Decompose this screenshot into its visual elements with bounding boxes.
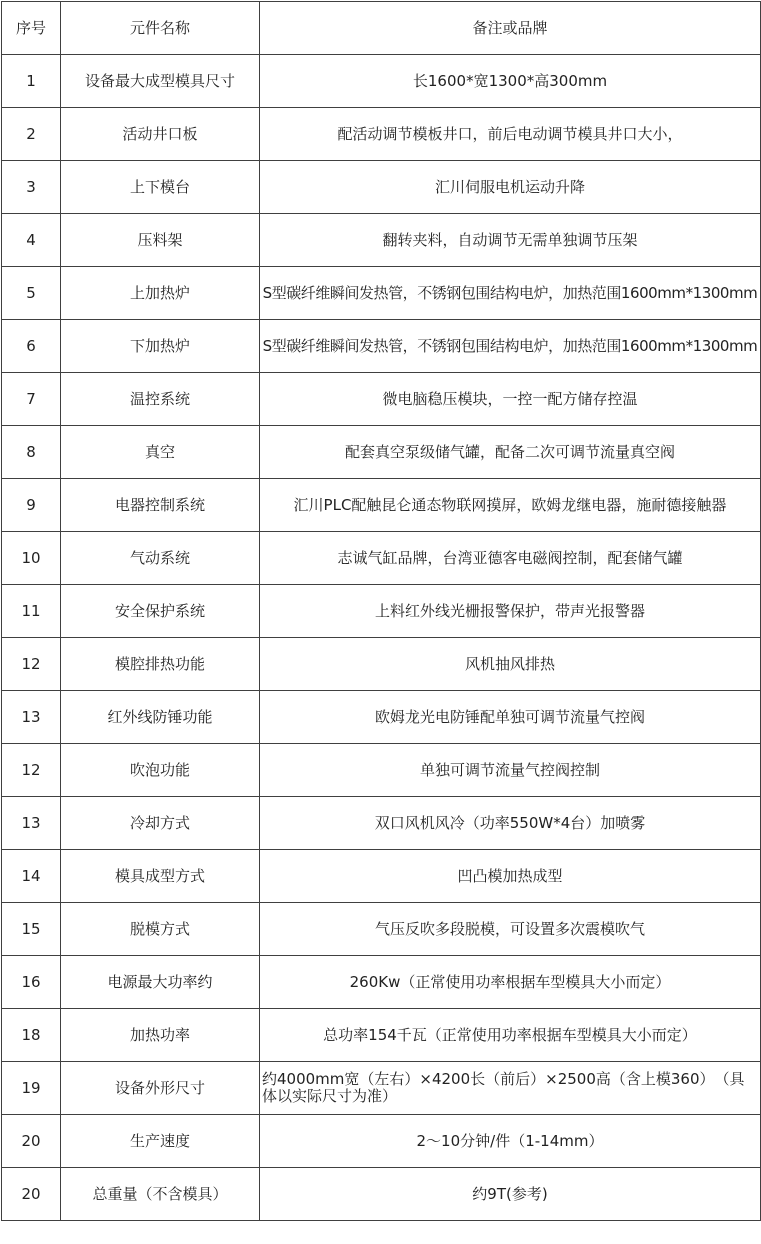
row-note: 汇川PLC配触昆仑通态物联网摸屏，欧姆龙继电器，施耐德接触器 xyxy=(260,479,761,532)
row-name: 红外线防锤功能 xyxy=(61,691,260,744)
row-note: 欧姆龙光电防锤配单独可调节流量气控阀 xyxy=(260,691,761,744)
table-row xyxy=(2,956,761,1009)
row-no: 20 xyxy=(2,1168,61,1221)
row-name: 压料架 xyxy=(61,214,260,267)
row-note: 汇川伺服电机运动升降 xyxy=(260,161,761,214)
spec-table xyxy=(1,1,761,1221)
table-row xyxy=(2,691,761,744)
header-row xyxy=(2,2,761,55)
row-no: 13 xyxy=(2,691,61,744)
table-row xyxy=(2,532,761,585)
row-note: 单独可调节流量气控阀控制 xyxy=(260,744,761,797)
row-note: 双口风机风冷（功率550W*4台）加喷雾 xyxy=(260,797,761,850)
row-note: 气压反吹多段脱模，可设置多次震模吹气 xyxy=(260,903,761,956)
row-no: 14 xyxy=(2,850,61,903)
row-name: 脱模方式 xyxy=(61,903,260,956)
row-no: 10 xyxy=(2,532,61,585)
row-name: 电器控制系统 xyxy=(61,479,260,532)
row-no: 12 xyxy=(2,638,61,691)
row-name: 生产速度 xyxy=(61,1115,260,1168)
table-row xyxy=(2,1062,761,1115)
table-row xyxy=(2,1115,761,1168)
table-row xyxy=(2,903,761,956)
row-note: 配活动调节模板井口，前后电动调节模具井口大小， xyxy=(260,108,761,161)
row-name: 安全保护系统 xyxy=(61,585,260,638)
row-name: 吹泡功能 xyxy=(61,744,260,797)
row-no: 6 xyxy=(2,320,61,373)
table-row xyxy=(2,108,761,161)
row-name: 加热功率 xyxy=(61,1009,260,1062)
row-note: 约9T(参考) xyxy=(260,1168,761,1221)
row-no: 3 xyxy=(2,161,61,214)
row-note: 上料红外线光栅报警保护，带声光报警器 xyxy=(260,585,761,638)
row-note: 翻转夹料，自动调节无需单独调节压架 xyxy=(260,214,761,267)
row-no: 20 xyxy=(2,1115,61,1168)
header-note: 备注或品牌 xyxy=(260,2,761,55)
table-row xyxy=(2,744,761,797)
row-no: 8 xyxy=(2,426,61,479)
row-note: S型碳纤维瞬间发热管，不锈钢包围结构电炉，加热范围1600mm*1300mm xyxy=(260,320,761,373)
table-row xyxy=(2,585,761,638)
row-name: 下加热炉 xyxy=(61,320,260,373)
table-row xyxy=(2,373,761,426)
table-row xyxy=(2,426,761,479)
table-row xyxy=(2,320,761,373)
row-name: 冷却方式 xyxy=(61,797,260,850)
row-name: 气动系统 xyxy=(61,532,260,585)
row-no: 5 xyxy=(2,267,61,320)
table-row xyxy=(2,479,761,532)
row-no: 1 xyxy=(2,55,61,108)
row-no: 11 xyxy=(2,585,61,638)
row-no: 4 xyxy=(2,214,61,267)
row-name: 模腔排热功能 xyxy=(61,638,260,691)
table-row xyxy=(2,55,761,108)
row-note: 微电脑稳压模块，一控一配方储存控温 xyxy=(260,373,761,426)
row-note: 2～10分钟/件（1-14mm） xyxy=(260,1115,761,1168)
row-no: 16 xyxy=(2,956,61,1009)
row-note: 总功率154千瓦（正常使用功率根据车型模具大小而定） xyxy=(260,1009,761,1062)
table-row xyxy=(2,797,761,850)
header-name: 元件名称 xyxy=(61,2,260,55)
row-note: 志诚气缸品牌，台湾亚德客电磁阀控制，配套储气罐 xyxy=(260,532,761,585)
row-no: 2 xyxy=(2,108,61,161)
row-name: 设备最大成型模具尺寸 xyxy=(61,55,260,108)
row-no: 18 xyxy=(2,1009,61,1062)
row-no: 15 xyxy=(2,903,61,956)
row-name: 上下模台 xyxy=(61,161,260,214)
row-note: 配套真空泵级储气罐，配备二次可调节流量真空阀 xyxy=(260,426,761,479)
row-name: 真空 xyxy=(61,426,260,479)
table-row xyxy=(2,267,761,320)
table-row xyxy=(2,1009,761,1062)
row-note: 长1600*宽1300*高300mm xyxy=(260,55,761,108)
row-note: S型碳纤维瞬间发热管，不锈钢包围结构电炉，加热范围1600mm*1300mm xyxy=(260,267,761,320)
row-name: 上加热炉 xyxy=(61,267,260,320)
row-no: 13 xyxy=(2,797,61,850)
table-row xyxy=(2,638,761,691)
header-no: 序号 xyxy=(2,2,61,55)
row-note: 260Kw（正常使用功率根据车型模具大小而定） xyxy=(260,956,761,1009)
row-no: 7 xyxy=(2,373,61,426)
row-note: 凹凸模加热成型 xyxy=(260,850,761,903)
table-row xyxy=(2,161,761,214)
row-no: 9 xyxy=(2,479,61,532)
table-row xyxy=(2,850,761,903)
row-name: 电源最大功率约 xyxy=(61,956,260,1009)
row-note: 约4000mm宽（左右）×4200长（前后）×2500高（含上模360） （具体以实际尺寸为准） xyxy=(260,1062,761,1115)
table-row xyxy=(2,214,761,267)
row-name: 总重量（不含模具） xyxy=(61,1168,260,1221)
row-no: 12 xyxy=(2,744,61,797)
row-note: 风机抽风排热 xyxy=(260,638,761,691)
row-name: 设备外形尺寸 xyxy=(61,1062,260,1115)
row-name: 模具成型方式 xyxy=(61,850,260,903)
row-no: 19 xyxy=(2,1062,61,1115)
row-name: 活动井口板 xyxy=(61,108,260,161)
table-row xyxy=(2,1168,761,1221)
row-name: 温控系统 xyxy=(61,373,260,426)
